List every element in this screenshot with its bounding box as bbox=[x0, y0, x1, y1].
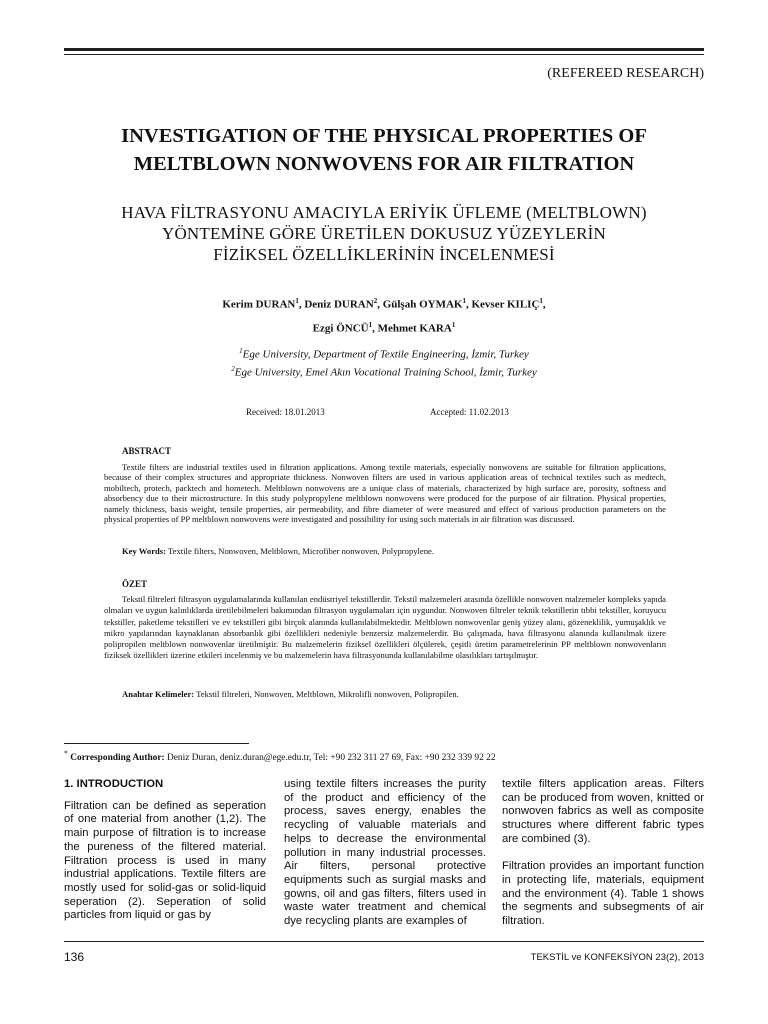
author-name: Kevser KILIÇ bbox=[471, 298, 540, 311]
footnote-label: Corresponding Author: bbox=[70, 753, 165, 764]
anahtar-kelimeler-label: Anahtar Kelimeler: bbox=[122, 689, 195, 699]
paper-title bbox=[64, 122, 704, 178]
affil-marker: 1 bbox=[239, 347, 243, 355]
keywords-label: Key Words: bbox=[122, 546, 167, 556]
body-column-3 bbox=[502, 778, 704, 942]
top-rule-thick bbox=[64, 48, 704, 51]
body-paragraph: Filtration provides an important function in protecting life, materials, equipment and the environment (4). Table 1 shows the segments and subsegments of air filtration. bbox=[502, 860, 704, 928]
author-name: Kerim DURAN bbox=[222, 298, 296, 311]
anahtar-kelimeler bbox=[122, 689, 459, 699]
body-column-1 bbox=[64, 778, 266, 937]
abstract-heading: ABSTRACT bbox=[122, 446, 172, 456]
body-paragraph: using textile filters increases the purity of the product and efficiency of the process, saves energy, enables the recycling of valuable materials and helps to decrease the environmental pollution in many industrial processes. Air filters, personal protective equipments such as surgial masks and gowns, oil and gas filters, filters used in waste water treatment and chemical dye recycling plants are examples of bbox=[284, 778, 486, 928]
author-name: Gülşah OYMAK bbox=[382, 298, 463, 311]
footnote-rule bbox=[64, 743, 249, 744]
article-type-label: (REFEREED RESEARCH) bbox=[547, 66, 704, 81]
author-list: Kerim DURAN$^1$, Deniz DURAN$^2$, Gülşah OYMAK$^1$, Kevser KILIÇ$^1$, Ezgi ÖNCÜ$^1$, Mehmet KARA$^1$ bbox=[222, 297, 546, 335]
top-rule-thin bbox=[64, 54, 704, 55]
ozet-text: Tekstil filtreleri filtrasyon uygulamalarında kullanılan endüstriyel tekstillerdir. Tekstil malzemeleri arasında özellikle nonwoven malzemeler kompleks yapıda olmaları ve uygun kalınlıklarda üretilebilmeleri bakımından filtrasyon uygulamaları için uygundur. Nonwoven filtreler teknik tekstillerin tıbbi tekstiller, koruyucu tekstiller, paketleme tekstilleri ve ev tekstilleri gibi birçok alanında kullanılabilmektedir. Meltblown nonwovenlar geniş yüzey alanı, gözeneklilik, yumuşaklık ve mikro yapılarından kaynaklanan absorbanlık gibi özellikleri nedeniyle benzersiz malzemelerdir. Bu çalışmada, hava filtrasyonu alanında kullanılmak üzere polipropilen meltblown nonwovenlar üretilmiştir. Bu malzemelerin fiziksel özellikleri ölçülerek, çeşitli üretim parametrelerinin PP meltblown nonwovenların fiziksek özellikleri üzerine etkileri incelenmiş ve bu malzemelerin hava filtrasyonunda kullanılabilme olasılıkları tartışılmıştır. bbox=[104, 594, 666, 661]
paper-title-turkish-line: YÖNTEMİNE GÖRE ÜRETİLEN DOKUSUZ YÜZEYLERİN bbox=[161, 224, 607, 243]
accepted-date: Accepted: 11.02.2013 bbox=[430, 407, 509, 417]
paper-title-turkish bbox=[64, 202, 704, 265]
author-affil-marker: 2 bbox=[373, 297, 378, 305]
corresponding-author-footnote bbox=[64, 749, 496, 763]
keywords-text: Textile filters, Nonwoven, Meltblown, Microfiber nonwoven, Polypropylene. bbox=[168, 546, 435, 556]
author-name: Deniz DURAN bbox=[304, 298, 374, 311]
author-affil-marker: 1 bbox=[295, 297, 299, 305]
author-affil-marker: 1 bbox=[368, 320, 373, 329]
section-heading: 1. INTRODUCTION bbox=[64, 778, 164, 790]
page-number: 136 bbox=[64, 950, 85, 964]
affil-marker: 2 bbox=[231, 364, 235, 373]
author-affil-marker: 1 bbox=[451, 320, 456, 329]
body-paragraph: Filtration can be defined as seperation of one material from another (1,2). The main purpose of filtration is to increase the pureness of the filtered material. Filtration process is used in many industrial applications. Textile filters are mostly used for solid-gas or solid-liquid seperation (2). Seperation of solid particles from liquid or gas by bbox=[64, 799, 266, 922]
author-name: Mehmet KARA bbox=[377, 322, 452, 335]
footer-rule bbox=[64, 941, 704, 942]
body-column-2 bbox=[284, 778, 486, 942]
affiliation: Ege University, Department of Textile Engineering, İzmir, Turkey bbox=[242, 348, 529, 361]
abstract-text: Textile filters are industrial textiles used in filtration applications. Among textile materials, especially nonwovens are suitable for filtration applications, because of their complex structures and appropriate thickness. Nonwoven filters are used in various application areas of technical textiles such as medtech, mobiltech, protech, packtech and hometech. Meltblown nonwovens are a unique class of materials, characterized by high surface are, porosity, softness and absorbency due to their microstructure. In this study polypropylene meltblown nonwovens were produced for the purpose of air filtration. Physical properties, namely thickness, basis weight, tensile properties, air permeability, and fibre diameter of were measured and effect of various production parameters on the physical properties of PP meltblown nonwovens were investigated and possibility for using such materials in air filtration was discussed. bbox=[104, 462, 666, 525]
paper-title-line: MELTBLOWN NONWOVENS FOR AIR FILTRATION bbox=[133, 153, 635, 175]
body-paragraph: textile filters application areas. Filters can be produced from woven, knitted or nonwoven fabrics as well as composite structures where different fabric types are combined (3). bbox=[502, 778, 704, 845]
affiliation: Ege University, Emel Akın Vocational Training School, İzmir, Turkey bbox=[234, 366, 537, 379]
journal-citation: TEKSTİL ve KONFEKSİYON 23(2), 2013 bbox=[530, 952, 704, 963]
author-name: Ezgi ÖNCÜ bbox=[312, 322, 369, 335]
footnote-text: Deniz Duran, deniz.duran@ege.edu.tr, Tel: +90 232 311 27 69, Fax: +90 232 339 92 22 bbox=[166, 753, 496, 764]
footnote-marker: * bbox=[64, 749, 68, 758]
author-affil-marker: 1 bbox=[539, 297, 543, 305]
paper-title-turkish-line: FİZİKSEL ÖZELLİKLERİNİN İNCELENMESİ bbox=[213, 245, 555, 264]
paper-title-turkish-line: HAVA FİLTRASYONU AMACIYLA ERİYİK ÜFLEME (MELTBLOWN) bbox=[121, 203, 647, 222]
keywords bbox=[122, 546, 434, 556]
affiliations bbox=[64, 344, 704, 379]
author-affil-marker: 1 bbox=[462, 297, 466, 305]
ozet-heading: ÖZET bbox=[122, 579, 148, 589]
anahtar-kelimeler-text: Tekstil filtreleri, Nonwoven, Meltblown, Mikrolifli nonwoven, Polipropilen. bbox=[196, 689, 459, 699]
paper-title-line: INVESTIGATION OF THE PHYSICAL PROPERTIES OF bbox=[121, 125, 647, 147]
received-date: Received: 18.01.2013 bbox=[246, 407, 325, 417]
